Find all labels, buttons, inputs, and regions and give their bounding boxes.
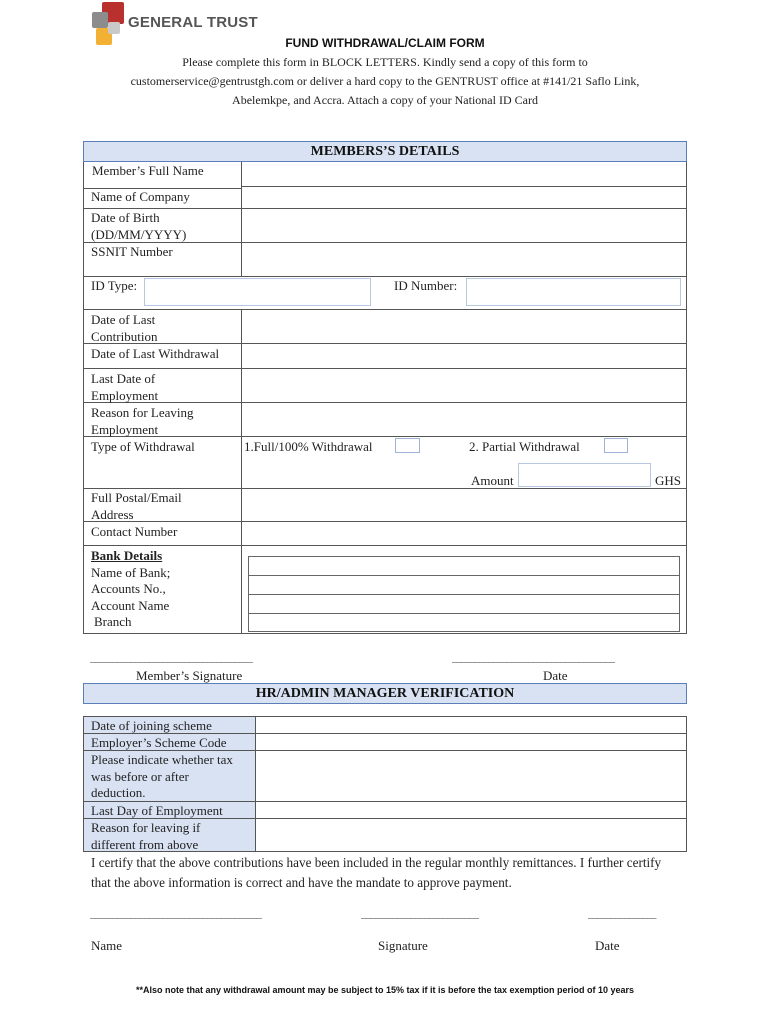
label-id-number: ID Number:	[394, 278, 458, 293]
hr-name-line[interactable]: ______________________________________	[90, 908, 261, 920]
member-date-line[interactable]: ____________________________________	[452, 652, 614, 664]
label-reason-leaving-different: Reason for leaving if different from above	[91, 820, 201, 852]
full-withdrawal-label: 1.Full/100% Withdrawal	[244, 439, 373, 454]
account-name-input[interactable]	[248, 594, 680, 614]
bank-name-input[interactable]	[248, 556, 680, 576]
label-account-name: Account Name	[91, 597, 170, 613]
hr-date-line[interactable]: _______________	[588, 908, 656, 920]
label-ssnit-number: SSNIT Number	[91, 244, 173, 259]
hr-verification-heading: HR/ADMIN MANAGER VERIFICATION	[83, 683, 687, 704]
label-reason-leaving: Reason for Leaving Employment	[91, 405, 194, 437]
members-details-heading: MEMBERS’S DETAILS	[83, 141, 687, 162]
label-joining-scheme: Date of joining scheme	[91, 718, 212, 733]
bank-details-label-group	[91, 548, 231, 631]
form-title: FUND WITHDRAWAL/CLAIM FORM	[285, 36, 485, 50]
currency-label: GHS	[655, 473, 682, 488]
id-type-input[interactable]	[144, 278, 371, 306]
label-bank-name: Name of Bank;	[91, 564, 171, 580]
label-scheme-code: Employer’s Scheme Code	[91, 735, 227, 750]
label-last-employment: Last Date of Employment	[91, 371, 159, 403]
member-date-label: Date	[543, 668, 568, 683]
bank-details-heading: Bank Details	[91, 548, 163, 563]
label-date-of-birth: Date of Birth (DD/MM/YYYY)	[91, 210, 187, 242]
tax-footnote: **Also note that any withdrawal amount may be subject to 15% tax if it is before the tax exemption period of 10 years	[135, 985, 635, 995]
label-tax-indication: Please indicate whether tax was before or after deduction.	[91, 752, 233, 800]
amount-label: Amount	[471, 473, 514, 488]
hr-date-label: Date	[595, 938, 620, 953]
hr-signature-label: Signature	[378, 938, 428, 953]
id-number-input[interactable]	[466, 278, 681, 306]
brand-name: GENERAL TRUST	[128, 14, 258, 31]
partial-withdrawal-label: 2. Partial Withdrawal	[469, 439, 580, 454]
hr-name-label: Name	[91, 938, 123, 953]
full-withdrawal-checkbox[interactable]	[395, 438, 420, 453]
label-branch: Branch	[94, 614, 132, 629]
label-accounts-no: Accounts No.,	[91, 581, 166, 596]
label-postal-email: Full Postal/Email Address	[91, 490, 182, 522]
member-signature-label: Member’s Signature	[136, 668, 243, 683]
certification-statement: I certify that the above contributions have been included in the regular monthly remittances. I further certify that the above information is correct and have the mandate to approve payment.	[91, 855, 662, 890]
label-last-withdrawal: Date of Last Withdrawal	[91, 346, 220, 361]
account-number-input[interactable]	[248, 575, 680, 595]
bank-details-boxes	[248, 556, 680, 632]
amount-input[interactable]	[518, 463, 651, 487]
member-signature-line[interactable]: ____________________________________	[90, 652, 252, 664]
label-company-name: Name of Company	[91, 189, 190, 204]
hr-signature-line[interactable]: __________________________	[361, 908, 478, 920]
label-member-full-name: Member’s Full Name	[92, 163, 204, 178]
label-contact-number: Contact Number	[91, 524, 178, 539]
form-instructions: Please complete this form in BLOCK LETTERS. Kindly send a copy of this form to customerservice@gentrustgh.com or deliver a hard copy to the GENTRUST office at #141/21 Saflo Link, Abelemkpe, and Accra. Attach a copy of your National ID Card	[130, 55, 640, 107]
label-id-type: ID Type:	[91, 278, 138, 293]
label-last-day-employment: Last Day of Employment	[91, 803, 223, 818]
label-type-withdrawal: Type of Withdrawal	[91, 439, 195, 454]
partial-withdrawal-checkbox[interactable]	[604, 438, 628, 453]
branch-input[interactable]	[248, 613, 680, 632]
label-last-contribution: Date of Last Contribution	[91, 312, 158, 344]
